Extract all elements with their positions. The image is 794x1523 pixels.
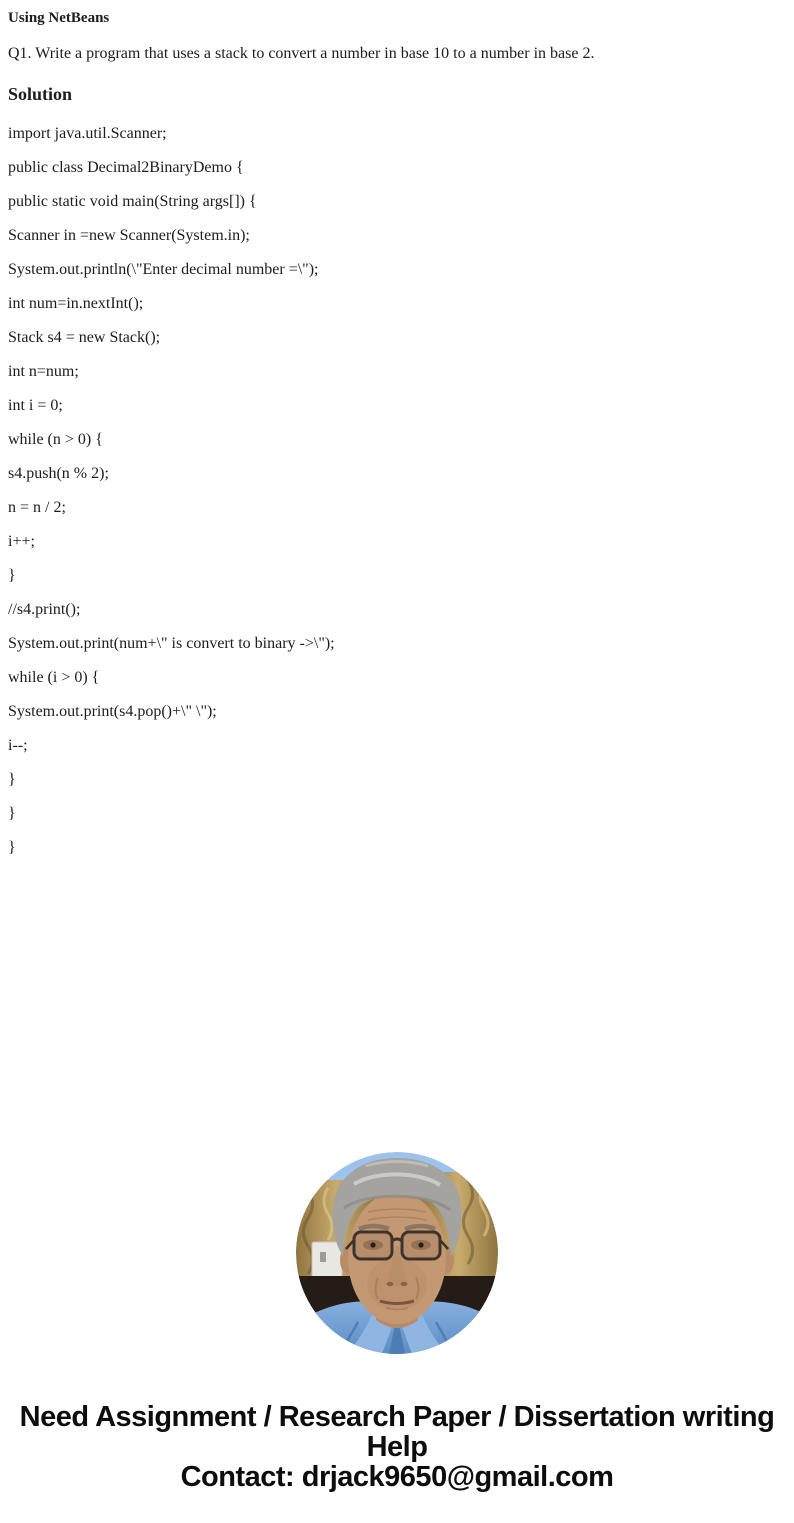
code-line: }: [8, 771, 16, 788]
code-line: public static void main(String args[]) {: [8, 193, 257, 210]
code-line: Stack s4 = new Stack();: [8, 329, 161, 346]
question-text: Q1. Write a program that uses a stack to convert a number in base 10 to a number in base 2.: [8, 45, 595, 62]
code-line: i--;: [8, 737, 28, 754]
code-line: }: [8, 839, 16, 856]
code-line: System.out.print(num+\" is convert to binary ->\");: [8, 635, 335, 652]
code-line: int num=in.nextInt();: [8, 295, 144, 312]
code-line: System.out.print(s4.pop()+\" \");: [8, 703, 217, 720]
footer-contact-text: Contact: drjack9650@gmail.com: [180, 1461, 614, 1493]
code-block: [8, 126, 786, 856]
code-line: }: [8, 567, 16, 584]
code-line: Scanner in =new Scanner(System.in);: [8, 227, 250, 244]
solution-heading: Solution: [8, 84, 73, 104]
code-line: //s4.print();: [8, 601, 81, 618]
code-line: s4.push(n % 2);: [8, 465, 109, 482]
code-line: n = n / 2;: [8, 499, 66, 516]
code-line: public class Decimal2BinaryDemo {: [8, 159, 244, 176]
doc-title: Using NetBeans: [8, 10, 110, 26]
code-line: int n=num;: [8, 363, 79, 380]
code-line: i++;: [8, 533, 35, 550]
tutor-portrait-image: [296, 1152, 498, 1354]
code-line: while (i > 0) {: [8, 669, 100, 686]
code-line: }: [8, 805, 16, 822]
footer-help-text: Need Assignment / Research Paper / Dissertation writing Help: [19, 1401, 775, 1463]
footer-banner: [0, 1402, 794, 1492]
code-line: while (n > 0) {: [8, 431, 103, 448]
code-line: import java.util.Scanner;: [8, 125, 167, 142]
code-line: System.out.println(\"Enter decimal number =\");: [8, 261, 319, 278]
tutor-avatar: [296, 1152, 498, 1354]
code-line: int i = 0;: [8, 397, 63, 414]
document-section: [8, 10, 786, 874]
